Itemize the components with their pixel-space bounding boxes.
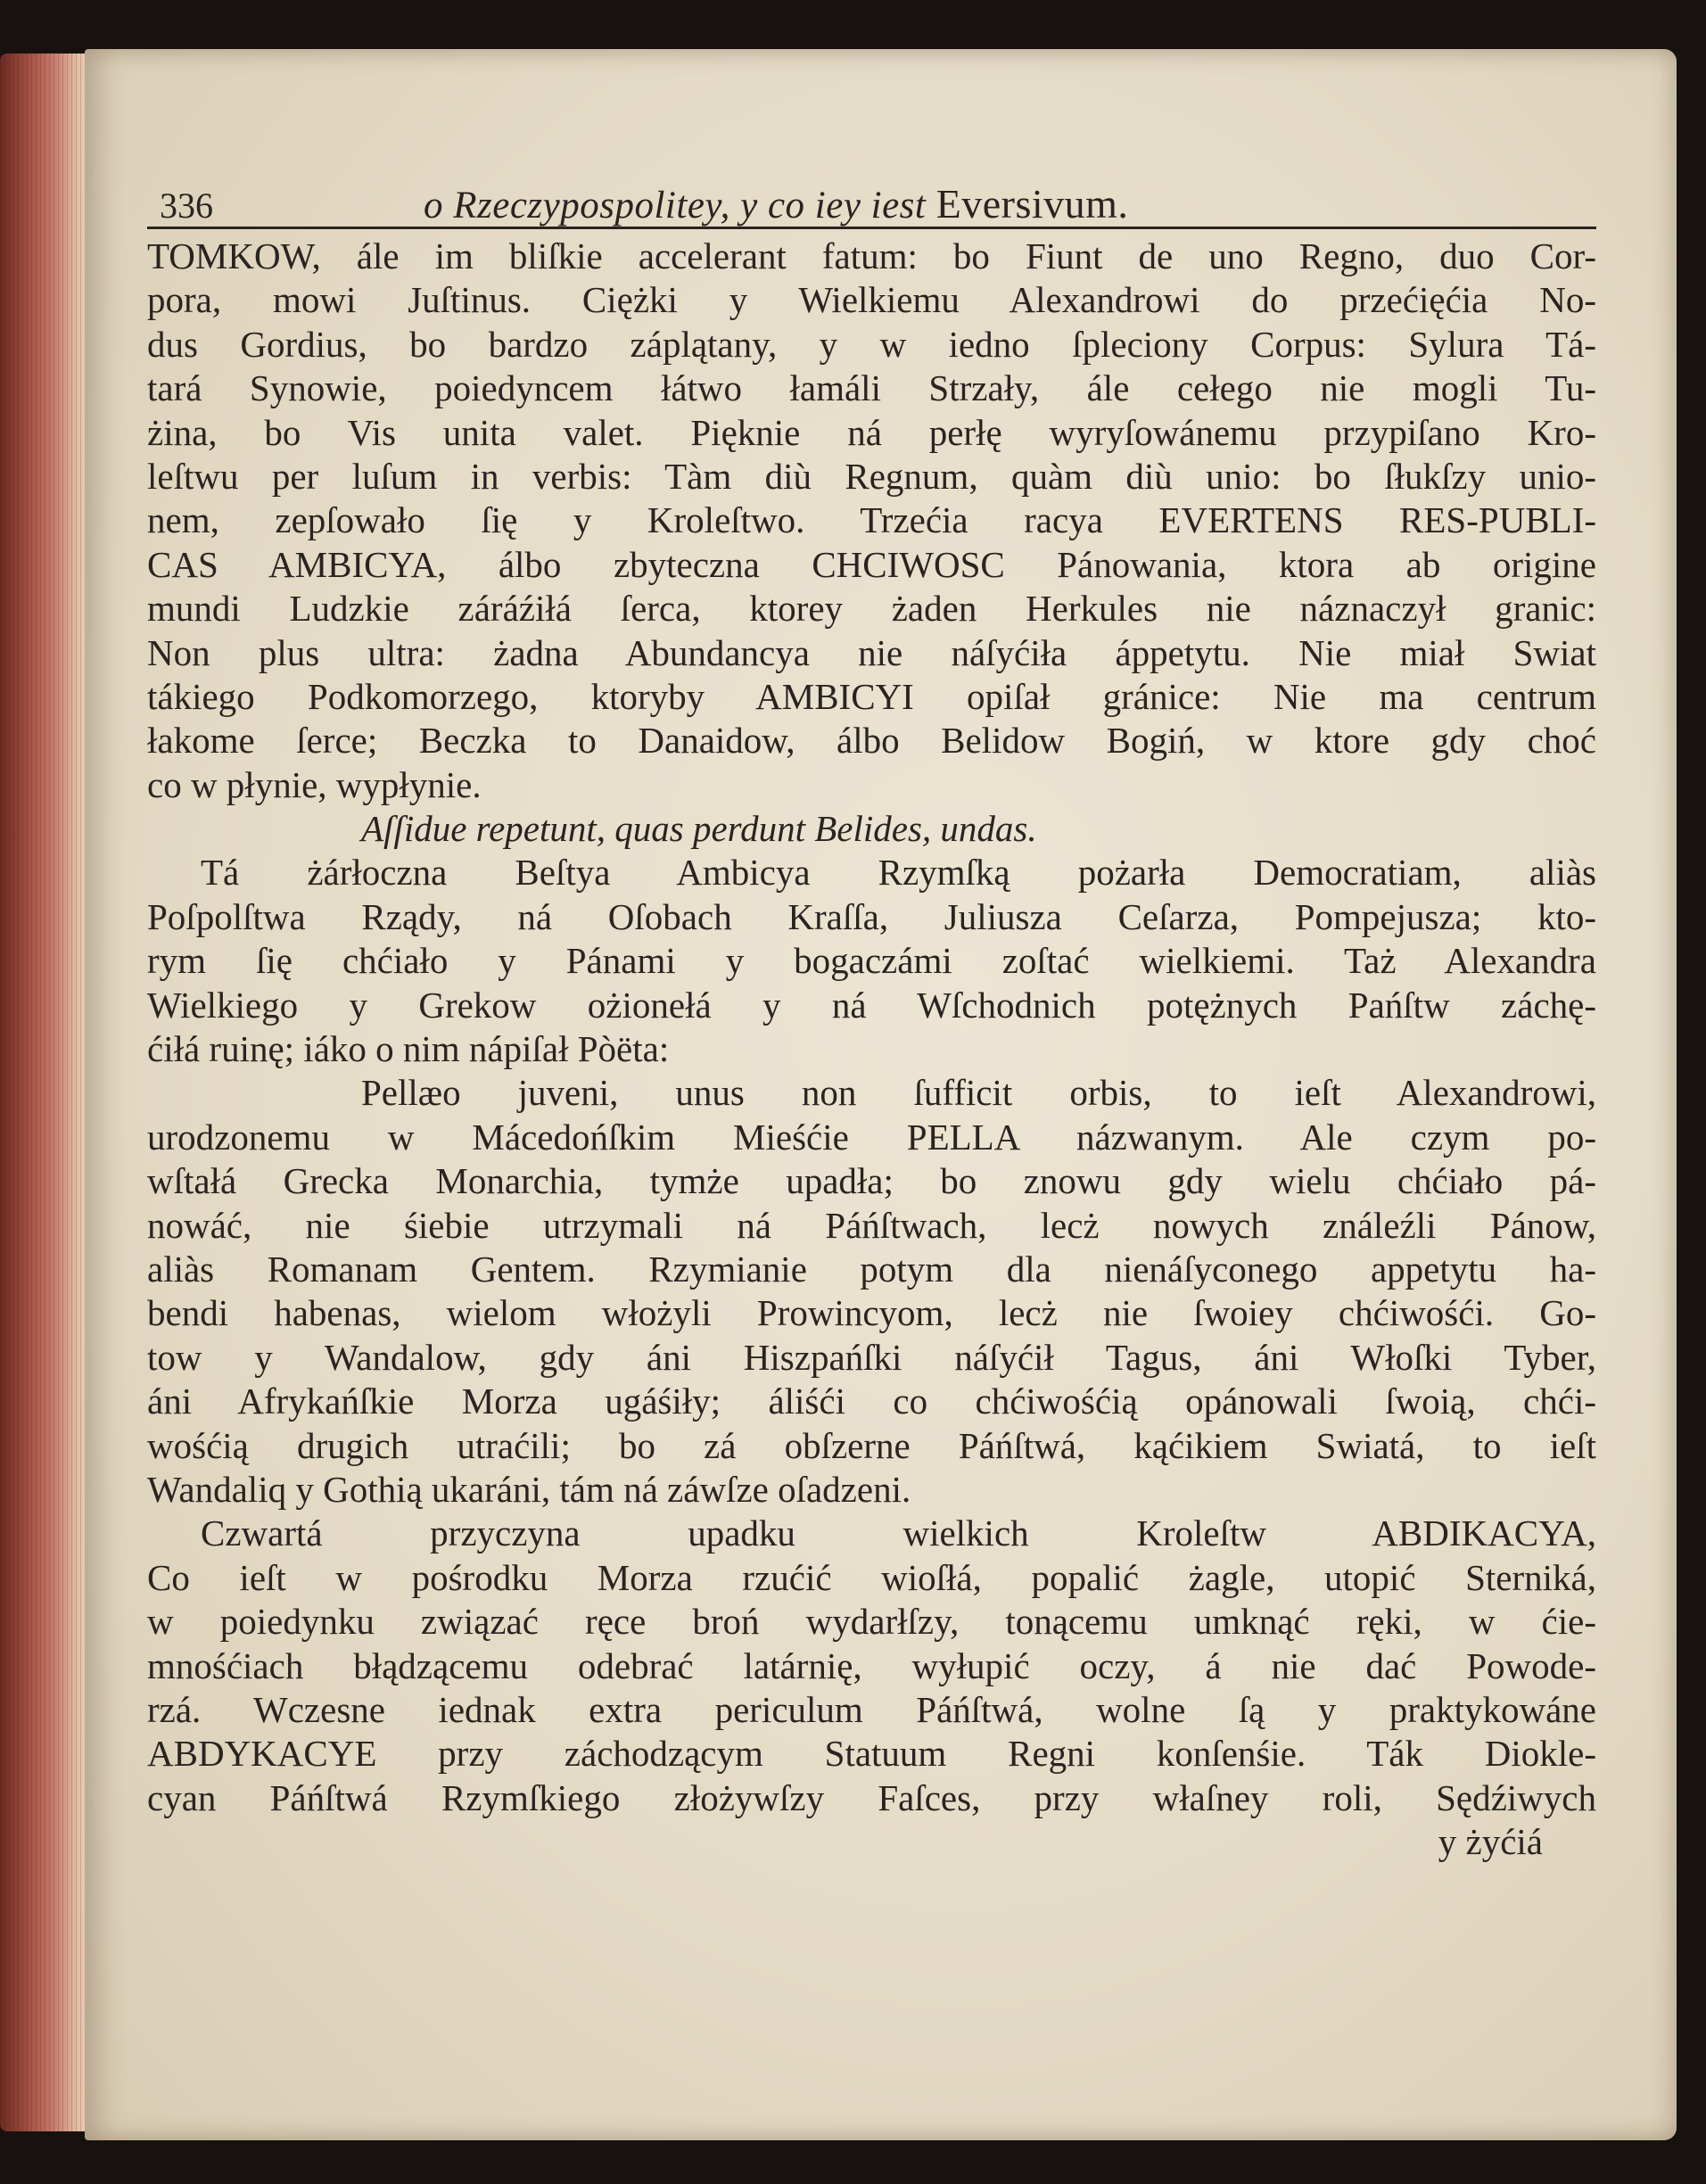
text-line: tow y Wandalow, gdy áni Hiszpańſki náſyćił Tagus, áni Włoſki Tyber, xyxy=(147,1336,1596,1378)
text-line: Co ieſt w pośrodku Morza rzućić wioſłá, popalić żagle, utopić Sterniká, xyxy=(147,1556,1596,1598)
text-line: aliàs Romanam Gentem. Rzymianie potym dla nienáſyconego appetytu ha- xyxy=(147,1248,1596,1290)
text-line: tará Synowie, poiedyncem łátwo łamáli Strzały, ále cełego nie mogli Tu- xyxy=(147,367,1596,409)
text-line: rym ſię chćiało y Pánami y bogaczámi zoſtać wielkiemi. Taż Alexandra xyxy=(147,940,1596,982)
text-line: Czwartá przyczyna upadku wielkich Kroleſtw ABDIKACYA, xyxy=(201,1512,1596,1554)
text-line: TOMKOW, ále im bliſkie accelerant fatum: bo Fiunt de uno Regno, duo Cor- xyxy=(147,235,1596,276)
text-line: wſtałá Grecka Monarchia, tymże upadła; bo znowu gdy wielu chćiało pá- xyxy=(147,1160,1596,1202)
text-line: cyan Páńſtwá Rzymſkiego złożywſzy Faſces, przy właſney roli, Sędźiwych xyxy=(147,1776,1596,1818)
text-line: bendi habenas, wielom włożyli Prowincyom, lecż nie ſwoiey chćiwośći. Go- xyxy=(147,1292,1596,1334)
text-line: ćiłá ruinę; iáko o nim nápiſał Pòëta: xyxy=(147,1028,670,1070)
text-line: co w płynie, wypłynie. xyxy=(147,763,482,805)
text-line: łakome ſerce; Beczka to Danaidow, álbo Belidow Bogiń, w ktore gdy choć xyxy=(147,720,1596,762)
page-header xyxy=(147,178,1596,229)
text-line: áni Afrykańſkie Morza ugáśiły; áliśći co chćiwośćią opánowali ſwoią, chći- xyxy=(147,1380,1596,1422)
verse-line: Pellæo juveni, unus non ſufficit orbis, to ieſt Alexandrowi, xyxy=(361,1072,1596,1114)
text-line: Poſpolſtwa Rządy, ná Oſobach Kraſſa, Juliusza Ceſarza, Pompejusza; kto- xyxy=(147,895,1596,937)
text-line: dus Gordius, bo bardzo záplątany, y w iedno ſpleciony Corpus: Sylura Tá- xyxy=(147,323,1596,365)
text-line: tákiego Podkomorzego, ktoryby AMBICYI opiſał gránice: Nie ma centrum xyxy=(147,675,1596,717)
book-page-edge-lines xyxy=(0,54,98,2131)
text-line: Wielkiego y Grekow ożionełá y ná Wſchodnich potężnych Pańſtw záchę- xyxy=(147,984,1596,1026)
text-line: pora, mowi Juſtinus. Ciężki y Wielkiemu Alexandrowi do przećięćia No- xyxy=(147,279,1596,321)
running-head-plain: Eversivum. xyxy=(935,181,1129,227)
text-line: wośćią drugich utraćili; bo zá obſzerne Páńſtwá, kąćikiem Swiatá, to ieſt xyxy=(147,1424,1596,1466)
verse-line: Aſſidue repetunt, quas perdunt Belides, undas. xyxy=(361,808,1037,850)
page-number: 336 xyxy=(160,185,213,226)
running-head-italic: o Rzeczypospolitey, y co iey iest xyxy=(424,185,927,227)
text-line: urodzonemu w Mácedońſkim Mieśćie PELLA názwanym. Ale czym po- xyxy=(147,1116,1596,1158)
text-line: Wandaliq y Gothią ukaráni, tám ná záwſze oſadzeni. xyxy=(147,1468,911,1510)
text-line: rzá. Wczesne iednak extra periculum Páńſtwá, wolne ſą y praktykowáne xyxy=(147,1688,1596,1730)
text-line: w poiedynku związać ręce broń wydarłſzy, tonącemu umknąć ręki, w ćie- xyxy=(147,1601,1596,1643)
text-line: Tá żárłoczna Beſtya Ambicya Rzymſką pożarła Democratiam, aliàs xyxy=(201,852,1596,894)
running-head xyxy=(424,182,1128,227)
text-line: Non plus ultra: żadna Abundancya nie náſyćiła áppetytu. Nie miał Swiat xyxy=(147,631,1596,673)
text-line: leſtwu per luſum in verbis: Tàm diù Regnum, quàm diù unio: bo ſłukſzy unio- xyxy=(147,455,1596,497)
text-line: CAS AMBICYA, álbo zbyteczna CHCIWOSC Pánowania, ktora ab origine xyxy=(147,543,1596,585)
catchword: y żyćiá xyxy=(1438,1821,1543,1863)
page-text-area xyxy=(147,178,1596,1864)
body-text xyxy=(147,235,1596,1864)
text-line: ABDYKACYE przy záchodzącym Statuum Regni konſenśie. Ták Diokle- xyxy=(147,1733,1596,1775)
text-line: nowáć, nie śiebie utrzymali ná Páńſtwach, lecż nowych ználeźli Pánow, xyxy=(147,1204,1596,1246)
text-line: mnośćiach błądzącemu odebrać latárnię, wyłupić oczy, á nie dać Powode- xyxy=(147,1644,1596,1686)
text-line: żina, bo Vis unita valet. Pięknie ná perłę wyryſowánemu przypiſano Kro- xyxy=(147,411,1596,453)
text-line: mundi Ludzkie záráźiłá ſerca, ktorey żaden Herkules nie náznaczył granic: xyxy=(147,588,1596,630)
text-line: nem, zepſowało ſię y Kroleſtwo. Trzećia racya EVERTENS RES-PUBLI- xyxy=(147,499,1596,541)
